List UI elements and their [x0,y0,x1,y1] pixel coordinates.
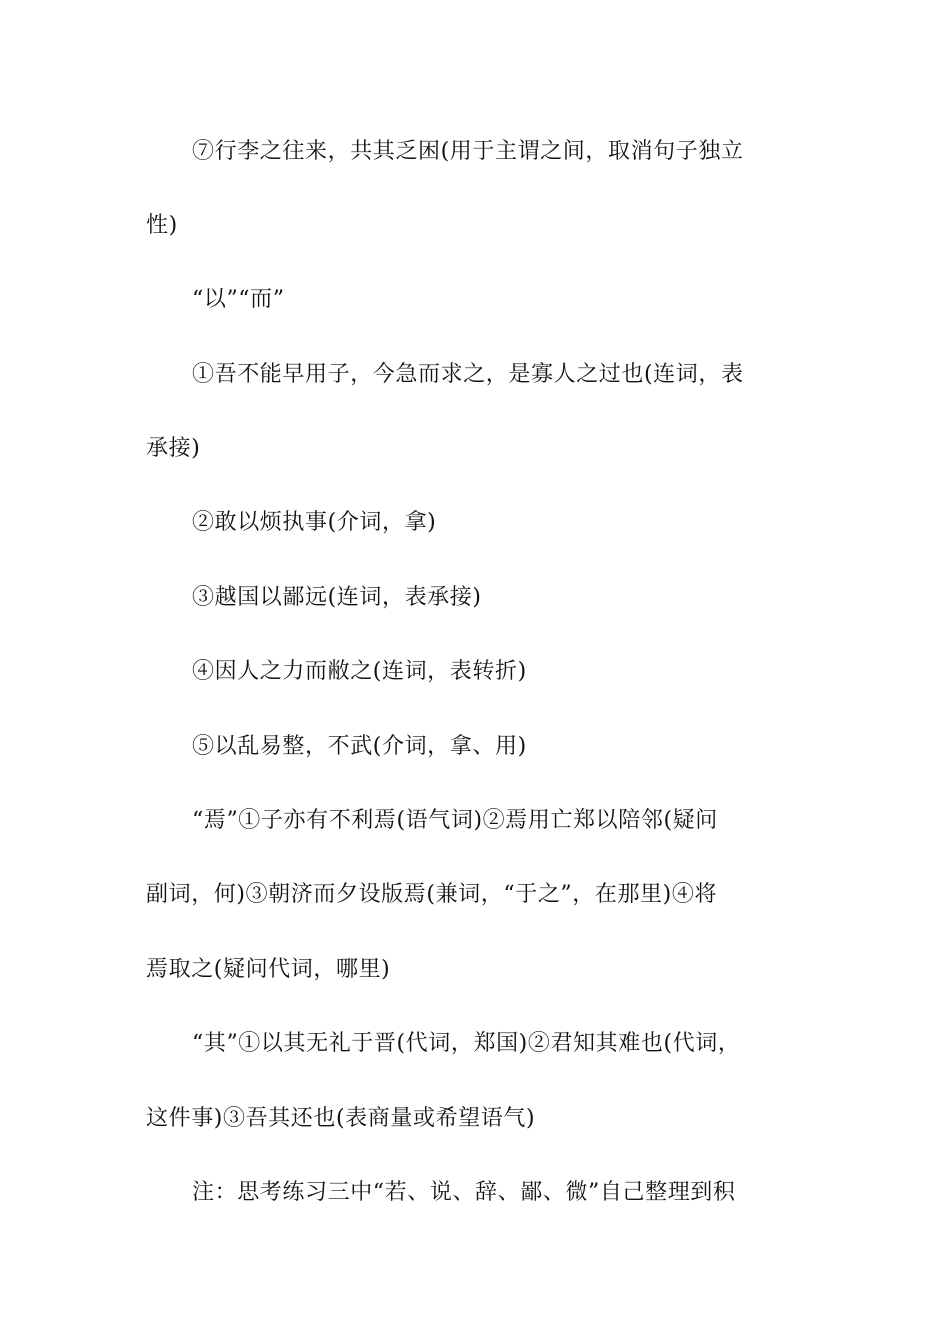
paragraph-line: 副词，何)③朝济而夕设版焉(兼词，“于之”，在那里)④将 [146,882,718,907]
paragraph-line: “其”①以其无礼于晋(代词，郑国)②君知其难也(代词， [192,1031,741,1056]
paragraph-line: ⑤以乱易整，不武(介词，拿、用) [192,734,527,759]
paragraph-line: ③越国以鄙远(连词，表承接) [192,585,482,610]
paragraph-line: 承接) [146,436,201,461]
paragraph-line: 焉取之(疑问代词，哪里) [146,957,391,982]
paragraph-line: 这件事)③吾其还也(表商量或希望语气) [146,1106,536,1131]
paragraph-line: ①吾不能早用子，今急而求之，是寡人之过也(连词，表 [192,362,744,387]
paragraph-line: “焉”①子亦有不利焉(语气词)②焉用亡郑以陪邻(疑问 [192,808,718,833]
paragraph-line: ②敢以烦执事(介词，拿) [192,510,437,535]
section-heading: “以”“而” [192,287,285,312]
paragraph-line: ④因人之力而敝之(连词，表转折) [192,659,527,684]
paragraph-line: 性) [146,213,178,238]
paragraph-line: 注：思考练习三中“若、说、辞、鄙、微”自己整理到积 [192,1180,736,1205]
paragraph-line: ⑦行李之往来，共其乏困(用于主谓之间，取消句子独立 [192,139,744,164]
